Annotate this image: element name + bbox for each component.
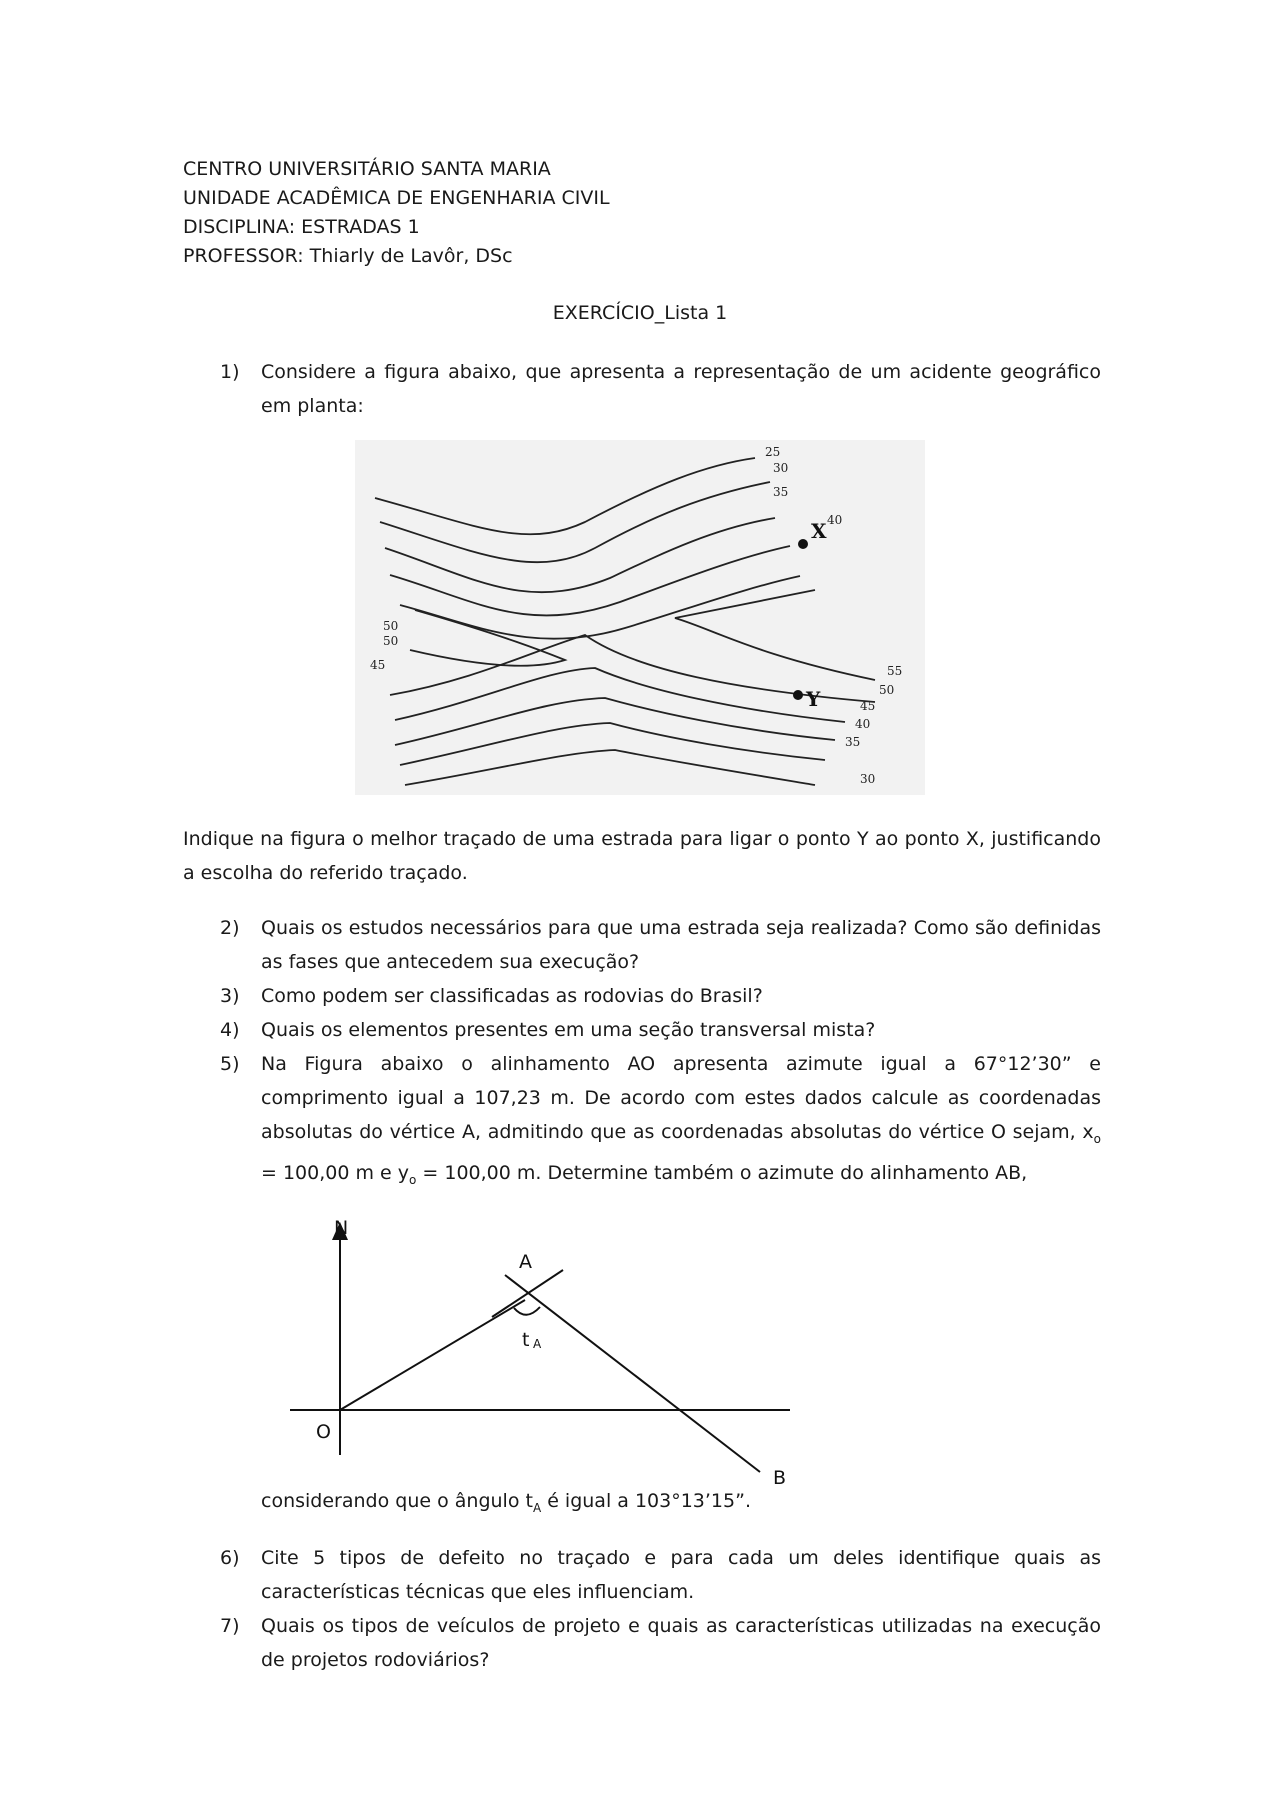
contour-label: 50 [383, 634, 399, 648]
question-number: 1) [220, 361, 240, 383]
question-number: 2) [220, 917, 240, 939]
question-6-text: Cite 5 tipos de defeito no traçado e para cada um deles identifique quais as características técnicas que eles influenciam. [261, 1547, 1101, 1603]
label-o: O [316, 1421, 331, 1443]
alignment-oa [340, 1300, 525, 1410]
point-x-marker [798, 539, 808, 549]
alignment-ab [505, 1275, 760, 1472]
point-x-label: X [811, 519, 827, 543]
contour-label: 50 [879, 683, 895, 697]
point-y-label: Y [806, 687, 821, 711]
question-number: 5) [220, 1053, 240, 1075]
question-5-text: Na Figura abaixo o alinhamento AO apresenta azimute igual a 67°12’30” e comprimento igual a 107,23 m. De acordo com estes dados calcule as coordenadas absolutas do vértice A, admitindo que as coordenadas absolutas do vértice O sejam, $x_o = 100,00$ m e $y_o = 100,00$ m. Determine também o azimute do alinhamento AB, [261, 1053, 1101, 1187]
alignment-extension [492, 1270, 563, 1317]
contour-label: 25 [765, 445, 781, 459]
contour-label: 50 [383, 619, 399, 633]
contour-line [400, 723, 825, 765]
label-b: B [773, 1467, 787, 1489]
question-number: 7) [220, 1615, 240, 1637]
contour-label: 45 [860, 699, 876, 713]
question-number: 3) [220, 985, 240, 1007]
contour-label: 40 [827, 513, 843, 527]
contour-label: 35 [845, 735, 861, 749]
azimuth-diagram [260, 1210, 820, 1500]
angle-arc [514, 1307, 540, 1315]
contour-map [355, 440, 925, 795]
contour-label: 45 [370, 658, 386, 672]
contour-label: 30 [860, 772, 876, 786]
contour-line [390, 635, 875, 702]
contour-line [395, 698, 835, 745]
question-2-text: Quais os estudos necessários para que uma estrada seja realizada? Como são definidas as fases que antecedem sua execução? [261, 917, 1101, 973]
label-t-sub: A [533, 1337, 542, 1351]
contour-line [390, 546, 790, 615]
question-number: 6) [220, 1547, 240, 1569]
institution-name: CENTRO UNIVERSITÁRIO SANTA MARIA [183, 158, 551, 180]
azimuth-diagram-svg [260, 1210, 820, 1500]
page-title: EXERCÍCIO_Lista 1 [552, 302, 728, 324]
contour-line [380, 482, 770, 562]
professor: PROFESSOR: Thiarly de Lavôr, DSc [183, 245, 513, 267]
contour-label: 30 [773, 461, 789, 475]
question-3-text: Como podem ser classificadas as rodovias do Brasil? [261, 985, 763, 1007]
question-1-instruction: Indique na figura o melhor traçado de uma estrada para ligar o ponto Y ao ponto X, justificando a escolha do referido traçado. [183, 828, 1101, 884]
question-7-text: Quais os tipos de veículos de projeto e quais as características utilizadas na execução de projetos rodoviários? [261, 1615, 1101, 1671]
label-t: t [522, 1329, 530, 1351]
discipline: DISCIPLINA: ESTRADAS 1 [183, 216, 420, 238]
contour-label: 40 [855, 717, 871, 731]
label-n: N [334, 1217, 349, 1239]
point-y-marker [793, 690, 803, 700]
question-1-text: Considere a figura abaixo, que apresenta a representação de um acidente geográfico em planta: [261, 361, 1101, 417]
contour-label: 35 [773, 485, 789, 499]
contour-line [395, 668, 845, 722]
contour-line [375, 458, 755, 534]
academic-unit: UNIDADE ACADÊMICA DE ENGENHARIA CIVIL [183, 187, 610, 209]
contour-map-figure [355, 440, 925, 795]
contour-label: 55 [887, 664, 903, 678]
contour-line [405, 750, 815, 785]
question-5-angle-text: considerando que o ângulo $t_A$ é igual a 103°13’15”. [261, 1490, 751, 1515]
question-number: 4) [220, 1019, 240, 1041]
label-a: A [519, 1251, 532, 1273]
question-4-text: Quais os elementos presentes em uma seção transversal mista? [261, 1019, 876, 1041]
